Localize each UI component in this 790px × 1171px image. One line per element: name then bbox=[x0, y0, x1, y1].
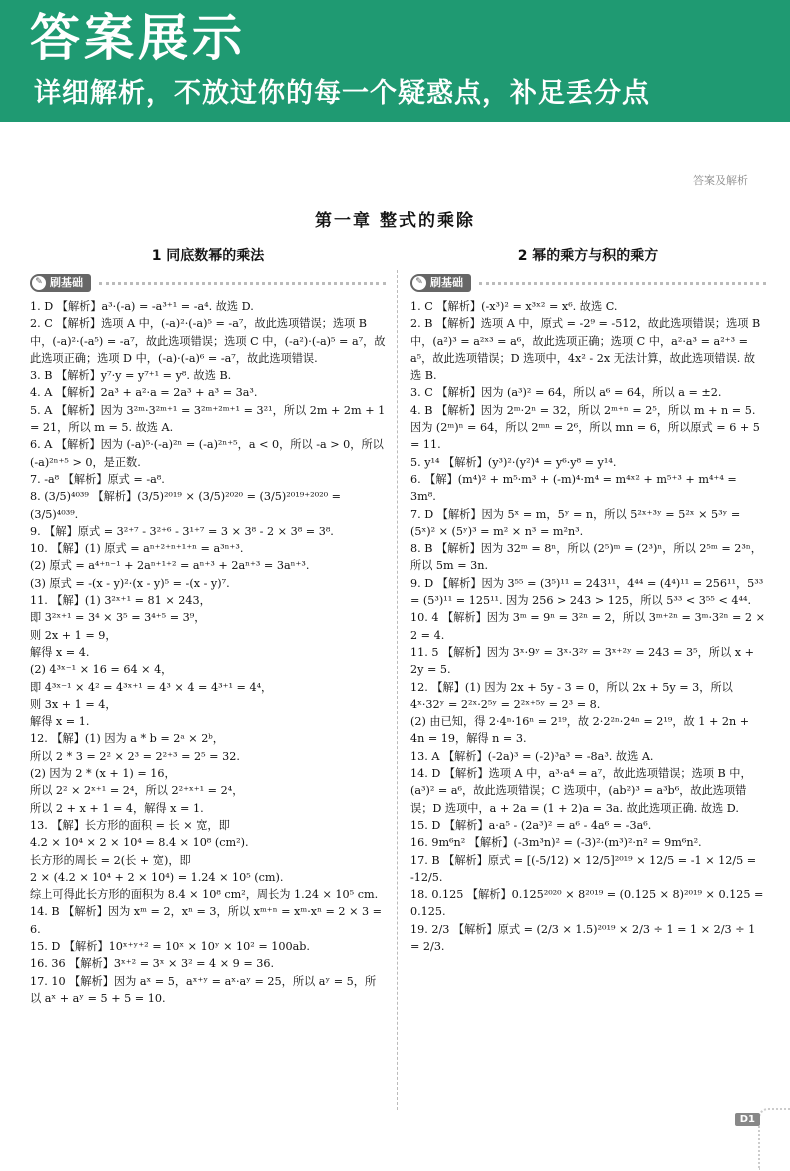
answer-item: 7. -a⁸ 【解析】原式 = -a⁸. bbox=[30, 472, 165, 486]
answer-item: 6. A 【解析】因为 (-a)⁵·(-a)²ⁿ = (-a)²ⁿ⁺⁵，a < 0，所以 -a > 0，所以 (-a)²ⁿ⁺⁵ > 0，是正数. bbox=[30, 438, 384, 469]
answer-item: 10. 4 【解析】因为 3ᵐ = 9ⁿ = 3²ⁿ = 2，所以 3ᵐ⁺²ⁿ = 3ᵐ·3²ⁿ = 2 × 2 = 4. bbox=[410, 611, 765, 642]
answer-item: 即 3²ˣ⁺¹ = 3⁴ × 3⁵ = 3⁴⁺⁵ = 3⁹， bbox=[30, 611, 206, 625]
answer-item: 5. y¹⁴ 【解析】(y³)²·(y²)⁴ = y⁶·y⁸ = y¹⁴. bbox=[410, 455, 617, 469]
answer-item: 2. B 【解析】选项 A 中，原式 = -2⁹ = -512，故此选项错误；选项 B 中，(a²)³ = a²ˣ³ = a⁶，故此选项正确；选项 C 中，a²·a³ = a²⁺³ = a⁵，故此选项错误；D 选项中，4x² - 2x 无法计算，故此选项错误. 故选 B. bbox=[410, 317, 761, 383]
left-column bbox=[30, 244, 386, 1007]
answer-item: (2) 4³ˣ⁻¹ × 16 = 64 × 4， bbox=[30, 663, 173, 677]
answer-item: 5. A 【解析】因为 3²ᵐ·3²ᵐ⁺¹ = 3²ᵐ⁺²ᵐ⁺¹ = 3²¹，所以 2m + 2m + 1 = 21，所以 m = 5. 故选 A. bbox=[30, 403, 386, 435]
answer-item: 14. D 【解析】选项 A 中，a³·a⁴ = a⁷，故此选项错误；选项 B 中，(a³)² = a⁶，故此选项错误；C 选项中，(ab²)³ = a³b⁶，故此选项错误；D 选项中，a + 2a = (1 + 2)a = 3a. 故此选项正确. 故选 D. bbox=[410, 767, 752, 815]
answer-item: (2) 原式 = a⁴⁺ⁿ⁻¹ + 2aⁿ⁺¹⁺² = aⁿ⁺³ + 2aⁿ⁺³ = 3aⁿ⁺³. bbox=[30, 559, 310, 573]
answer-item: 2 × (4.2 × 10⁴ + 2 × 10⁴) = 1.24 × 10⁵ (cm). bbox=[30, 870, 284, 884]
answer-item: 解得 x = 1. bbox=[30, 715, 90, 729]
answer-item: (2) 由已知，得 2·4ⁿ·16ⁿ = 2¹⁹，故 2·2²ⁿ·2⁴ⁿ = 2¹⁹，故 1 + 2n + 4n = 19，解得 n = 3. bbox=[410, 715, 750, 746]
answer-item: (2) 因为 2 * (x + 1) = 16， bbox=[30, 767, 176, 781]
section-title-left: 1 同底数幂的乘法 bbox=[151, 248, 265, 264]
basic-practice-tag bbox=[410, 274, 471, 292]
answer-item: 11. 5 【解析】因为 3ˣ·9ʸ = 3ˣ·3²ʸ = 3ˣ⁺²ʸ = 243 = 3⁵，所以 x + 2y = 5. bbox=[410, 645, 754, 677]
answer-item: 3. C 【解析】因为 (a³)² = 64，所以 a⁶ = 64，所以 a = ±2. bbox=[410, 386, 722, 400]
answer-item: 14. B 【解析】因为 xᵐ = 2，xⁿ = 3，所以 xᵐ⁺ⁿ = xᵐ·xⁿ = 2 × 3 = 6. bbox=[30, 905, 383, 936]
answer-item: 11. 【解】(1) 3²ˣ⁺¹ = 81 × 243， bbox=[30, 594, 211, 608]
right-column bbox=[410, 244, 766, 955]
page-number: D1 bbox=[735, 1113, 760, 1126]
answer-item: 6. 【解】(m⁴)² + m⁵·m³ + (-m)⁴·m⁴ = m⁴ˣ² + m⁵⁺³ + m⁴⁺⁴ = 3m⁸. bbox=[410, 472, 737, 504]
answer-item: 即 4³ˣ⁻¹ × 4² = 4³ˣ⁺¹ = 4³ × 4 = 4³⁺¹ = 4⁴， bbox=[30, 680, 273, 694]
answer-item: 1. D 【解析】a³·(-a) = -a³⁺¹ = -a⁴. 故选 D. bbox=[30, 300, 254, 313]
answer-item: 7. D 【解析】因为 5ˣ = m，5ʸ = n，所以 5²ˣ⁺³ʸ = 5²ˣ × 5³ʸ = (5ˣ)² × (5ʸ)³ = m² × n³ = m²n³. bbox=[410, 507, 741, 538]
tag-label: 刷基础 bbox=[50, 276, 83, 290]
answer-item: 15. D 【解析】10ˣ⁺ʸ⁺² = 10ˣ × 10ʸ × 10² = 100ab. bbox=[30, 939, 310, 953]
answer-item: (3) 原式 = -(x - y)²·(x - y)⁵ = -(x - y)⁷. bbox=[30, 576, 230, 590]
left-answer-list bbox=[30, 298, 386, 1007]
answers-label: 答案及解析 bbox=[693, 174, 748, 187]
answer-item: 所以 2 + x + 1 = 4，解得 x = 1. bbox=[30, 801, 204, 815]
answer-item: 4. B 【解析】因为 2ᵐ·2ⁿ = 32，所以 2ᵐ⁺ⁿ = 2⁵，所以 m + n = 5. 因为 (2ᵐ)ⁿ = 64，所以 2ᵐⁿ = 2⁶，所以 mn = 6，所以原式 = 6 + 5 = 11. bbox=[410, 403, 760, 452]
answer-item: 17. B 【解析】原式 = [(-5/12) × 12/5]²⁰¹⁹ × 12/5 = -1 × 12/5 = -12/5. bbox=[410, 853, 757, 884]
tag-row-left bbox=[30, 272, 386, 294]
answer-item: 12. 【解】(1) 因为 2x + 5y - 3 = 0，所以 2x + 5y = 3，所以 4ˣ·32ʸ = 2²ˣ·2⁵ʸ = 2²ˣ⁺⁵ʸ = 2³ = 8. bbox=[410, 680, 733, 711]
answer-item: 12. 【解】(1) 因为 a * b = 2ᵃ × 2ᵇ， bbox=[30, 732, 224, 746]
answer-item: 解得 x = 4. bbox=[30, 645, 90, 659]
answer-item: 10. 【解】(1) 原式 = aⁿ⁺²⁺ⁿ⁺¹⁺ⁿ = a³ⁿ⁺³. bbox=[30, 542, 244, 556]
banner-subtitle: 详细解析，不放过你的每一个疑惑点，补足丢分点 bbox=[34, 78, 650, 109]
section-title-right: 2 幂的乘方与积的乘方 bbox=[517, 248, 659, 264]
answer-item: 13. A 【解析】(-2a)³ = (-2)³a³ = -8a³. 故选 A. bbox=[410, 749, 654, 763]
answer-item: 2. C 【解析】选项 A 中，(-a)²·(-a)⁵ = -a⁷，故此选项错误；选项 B 中，(-a)²·(-a⁵) = -a⁷，故此选项错误；选项 C 中，(-a²)·(-a)⁵ = a⁷，故此选项正确；选项 D 中，(-a)·(-a)⁶ = -a⁷，故此选项错误. bbox=[30, 317, 386, 365]
tag-label: 刷基础 bbox=[430, 276, 463, 290]
answer-item: 长方形的周长 = 2(长 + 宽)，即 bbox=[30, 853, 191, 867]
answer-item: 16. 36 【解析】3ˣ⁺² = 3ˣ × 3² = 4 × 9 = 36. bbox=[30, 957, 275, 971]
banner-title: 答案展示 bbox=[30, 9, 246, 67]
answer-item: 16. 9m⁶n² 【解析】(-3m³n)² = (-3)²·(m³)²·n² = 9m⁶n². bbox=[410, 836, 702, 850]
answer-item: 3. B 【解析】y⁷·y = y⁷⁺¹ = y⁸. 故选 B. bbox=[30, 369, 232, 383]
pencil-icon: ✎ bbox=[32, 276, 46, 290]
answer-item: 18. 0.125 【解析】0.125²⁰²⁰ × 8²⁰¹⁹ = (0.125 × 8)²⁰¹⁹ × 0.125 = 0.125. bbox=[410, 888, 764, 919]
answer-item: 19. 2/3 【解析】原式 = (2/3 × 1.5)²⁰¹⁹ × 2/3 ÷ 1 = 1 × 2/3 ÷ 1 = 2/3. bbox=[410, 922, 756, 953]
dotted-divider bbox=[479, 282, 766, 285]
answer-item: 8. (3/5)⁴⁰³⁹ 【解析】(3/5)²⁰¹⁹ × (3/5)²⁰²⁰ = (3/5)²⁰¹⁹⁺²⁰²⁰ = (3/5)⁴⁰³⁹. bbox=[30, 490, 341, 521]
answer-item: 综上可得此长方形的面积为 8.4 × 10⁸ cm²，周长为 1.24 × 10⁵ cm. bbox=[30, 888, 379, 902]
answer-item: 所以 2 * 3 = 2² × 2³ = 2²⁺³ = 2⁵ = 32. bbox=[30, 749, 240, 763]
column-divider bbox=[397, 270, 398, 1110]
answer-item: 4. A 【解析】2a³ + a²·a = 2a³ + a³ = 3a³. bbox=[30, 386, 258, 400]
chapter-title: 第一章 整式的乘除 bbox=[315, 211, 475, 231]
answer-item: 所以 2² × 2ˣ⁺¹ = 2⁴，所以 2²⁺ˣ⁺¹ = 2⁴， bbox=[30, 784, 244, 798]
answer-item: 4.2 × 10⁴ × 2 × 10⁴ = 8.4 × 10⁸ (cm²). bbox=[30, 836, 249, 850]
answer-item: 则 2x + 1 = 9， bbox=[30, 628, 117, 642]
basic-practice-tag bbox=[30, 274, 91, 292]
answer-item: 9. D 【解析】因为 3⁵⁵ = (3⁵)¹¹ = 243¹¹，4⁴⁴ = (4⁴)¹¹ = 256¹¹，5³³ = (5³)¹¹ = 125¹¹. 因为 256 > 243 > 125，所以 5³³ < 3⁵⁵ < 4⁴⁴. bbox=[410, 576, 764, 608]
header-banner bbox=[0, 0, 790, 122]
answer-item: 15. D 【解析】a·a⁵ - (2a³)² = a⁶ - 4a⁶ = -3a⁶. bbox=[410, 818, 652, 832]
answer-item: 1. C 【解析】(-x³)² = x³ˣ² = x⁶. 故选 C. bbox=[410, 300, 618, 313]
corner-decoration bbox=[758, 1108, 790, 1170]
answer-item: 8. B 【解析】因为 32ᵐ = 8ⁿ，所以 (2⁵)ᵐ = (2³)ⁿ，所以 2⁵ᵐ = 2³ⁿ，所以 5m = 3n. bbox=[410, 542, 762, 573]
answer-item: 9. 【解】原式 = 3²⁺⁷ - 3²⁺⁶ - 3¹⁺⁷ = 3 × 3⁸ - 2 × 3⁸ = 3⁸. bbox=[30, 524, 334, 538]
dotted-divider bbox=[99, 282, 386, 285]
answer-item: 13. 【解】长方形的面积 = 长 × 宽，即 bbox=[30, 818, 230, 832]
answer-item: 则 3x + 1 = 4， bbox=[30, 697, 117, 711]
right-answer-list bbox=[410, 298, 766, 955]
tag-row-right bbox=[410, 272, 766, 294]
answer-item: 17. 10 【解析】因为 aˣ = 5，aˣ⁺ʸ = aˣ·aʸ = 25，所以 aʸ = 5，所以 aˣ + aʸ = 5 + 5 = 10. bbox=[30, 974, 377, 1005]
pencil-icon: ✎ bbox=[412, 276, 426, 290]
